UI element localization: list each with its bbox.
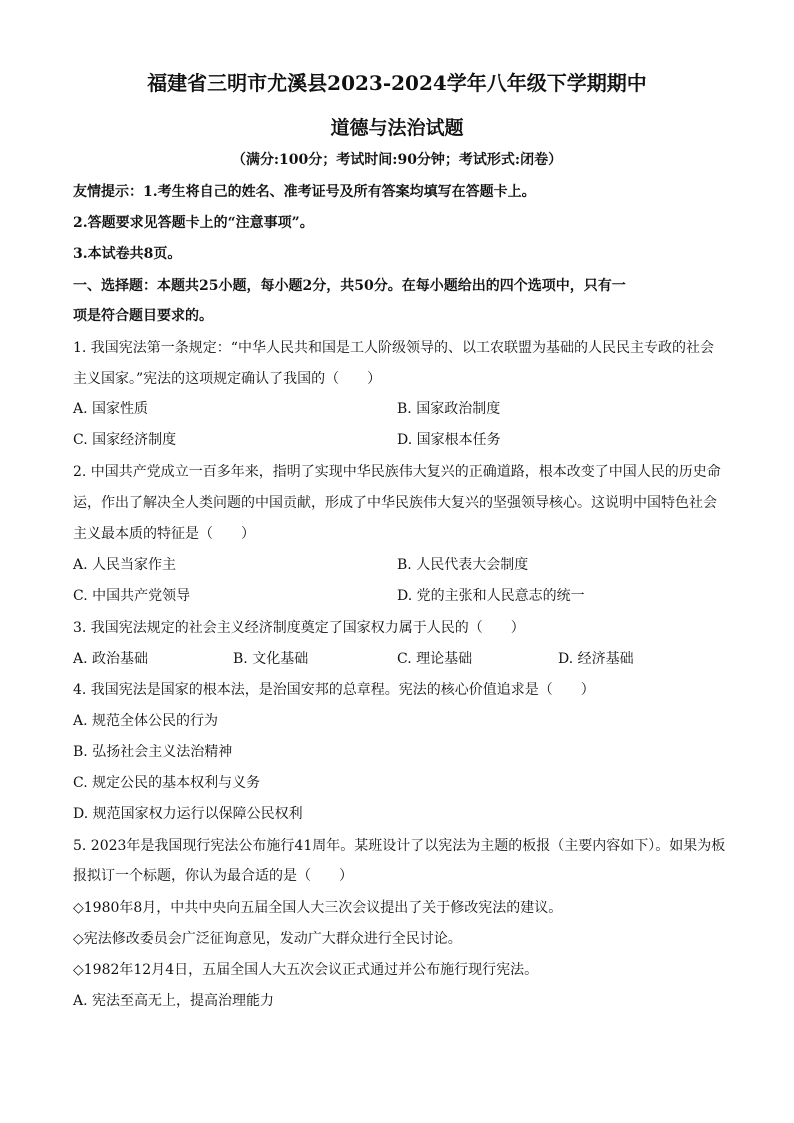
- notice-1: 友情提示：1.考生将自己的姓名、准考证号及所有答案均填写在答题卡上。: [73, 184, 536, 200]
- question-2-option-a: A. 人民当家作主: [73, 557, 177, 573]
- question-3-option-a: A. 政治基础: [73, 651, 149, 667]
- section-heading-line2: 项是符合题目要求的。: [73, 308, 213, 324]
- question-4-option-c: C. 规定公民的基本权利与义务: [73, 775, 261, 791]
- question-1-option-b: B. 国家政治制度: [397, 401, 501, 417]
- exam-title: 福建省三明市尤溪县2023-2024学年八年级下学期期中: [147, 71, 647, 95]
- question-4-option-a: A. 规范全体公民的行为: [73, 713, 219, 729]
- question-5-bullet-1: ◇1980年8月，中共中央向五届全国人大三次会议提出了关于修改宪法的建议。: [73, 900, 563, 916]
- question-2-option-d: D. 党的主张和人民意志的统一: [397, 588, 585, 604]
- question-4-stem: 4. 我国宪法是国家的根本法，是治国安邦的总章程。宪法的核心价值追求是（ ）: [73, 682, 595, 698]
- question-1-stem-line2: 主义国家。”宪法的这项规定确认了我国的（ ）: [73, 371, 382, 387]
- exam-info: （满分:100分；考试时间:90分钟；考试形式:闭卷）: [231, 152, 563, 168]
- question-1-option-d: D. 国家根本任务: [397, 432, 501, 448]
- question-5-option-a: A. 宪法至高无上，提高治理能力: [73, 993, 275, 1009]
- question-5-stem-line1: 5. 2023年是我国现行宪法公布施行41周年。某班设计了以宪法为主题的板报（主要内容如下）。如果为板: [73, 838, 726, 854]
- question-5-stem-line2: 报拟订一个标题，你认为最合适的是（ ）: [73, 868, 353, 884]
- question-2-stem-line1: 2. 中国共产党成立一百多年来，指明了实现中华民族伟大复兴的正确道路，根本改变了中国人民的历史命: [73, 464, 721, 480]
- question-3-stem: 3. 我国宪法规定的社会主义经济制度奠定了国家权力属于人民的（ ）: [73, 620, 525, 636]
- question-2-stem-line3: 主义最本质的特征是（ ）: [73, 526, 255, 542]
- question-5-bullet-3: ◇1982年12月4日，五届全国人大五次会议正式通过并公布施行现行宪法。: [73, 962, 539, 978]
- question-3-option-c: C. 理论基础: [397, 651, 473, 667]
- question-2-option-c: C. 中国共产党领导: [73, 588, 191, 604]
- question-2-option-b: B. 人民代表大会制度: [397, 557, 529, 573]
- question-3-option-b: B. 文化基础: [233, 651, 309, 667]
- question-3-option-d: D. 经济基础: [558, 651, 634, 667]
- question-1-stem-line1: 1. 我国宪法第一条规定：“中华人民共和国是工人阶级领导的、以工农联盟为基础的人民民主专政的社会: [73, 340, 714, 356]
- question-4-option-d: D. 规范国家权力运行以保障公民权利: [73, 806, 303, 822]
- exam-subject: 道德与法治试题: [330, 117, 464, 139]
- question-4-option-b: B. 弘扬社会主义法治精神: [73, 744, 233, 760]
- question-2-stem-line2: 运，作出了解决全人类问题的中国贡献，形成了中华民族伟大复兴的坚强领导核心。这说明中国特色社会: [73, 495, 717, 511]
- question-1-option-a: A. 国家性质: [73, 401, 149, 417]
- notice-3: 3.本试卷共8页。: [73, 246, 182, 262]
- question-5-bullet-2: ◇宪法修改委员会广泛征询意见，发动广大群众进行全民讨论。: [73, 931, 462, 947]
- section-heading-line1: 一、选择题：本题共25小题，每小题2分，共50分。在每小题给出的四个选项中，只有一: [73, 278, 626, 294]
- notice-2: 2.答题要求见答题卡上的“注意事项”。: [73, 215, 314, 231]
- question-1-option-c: C. 国家经济制度: [73, 432, 177, 448]
